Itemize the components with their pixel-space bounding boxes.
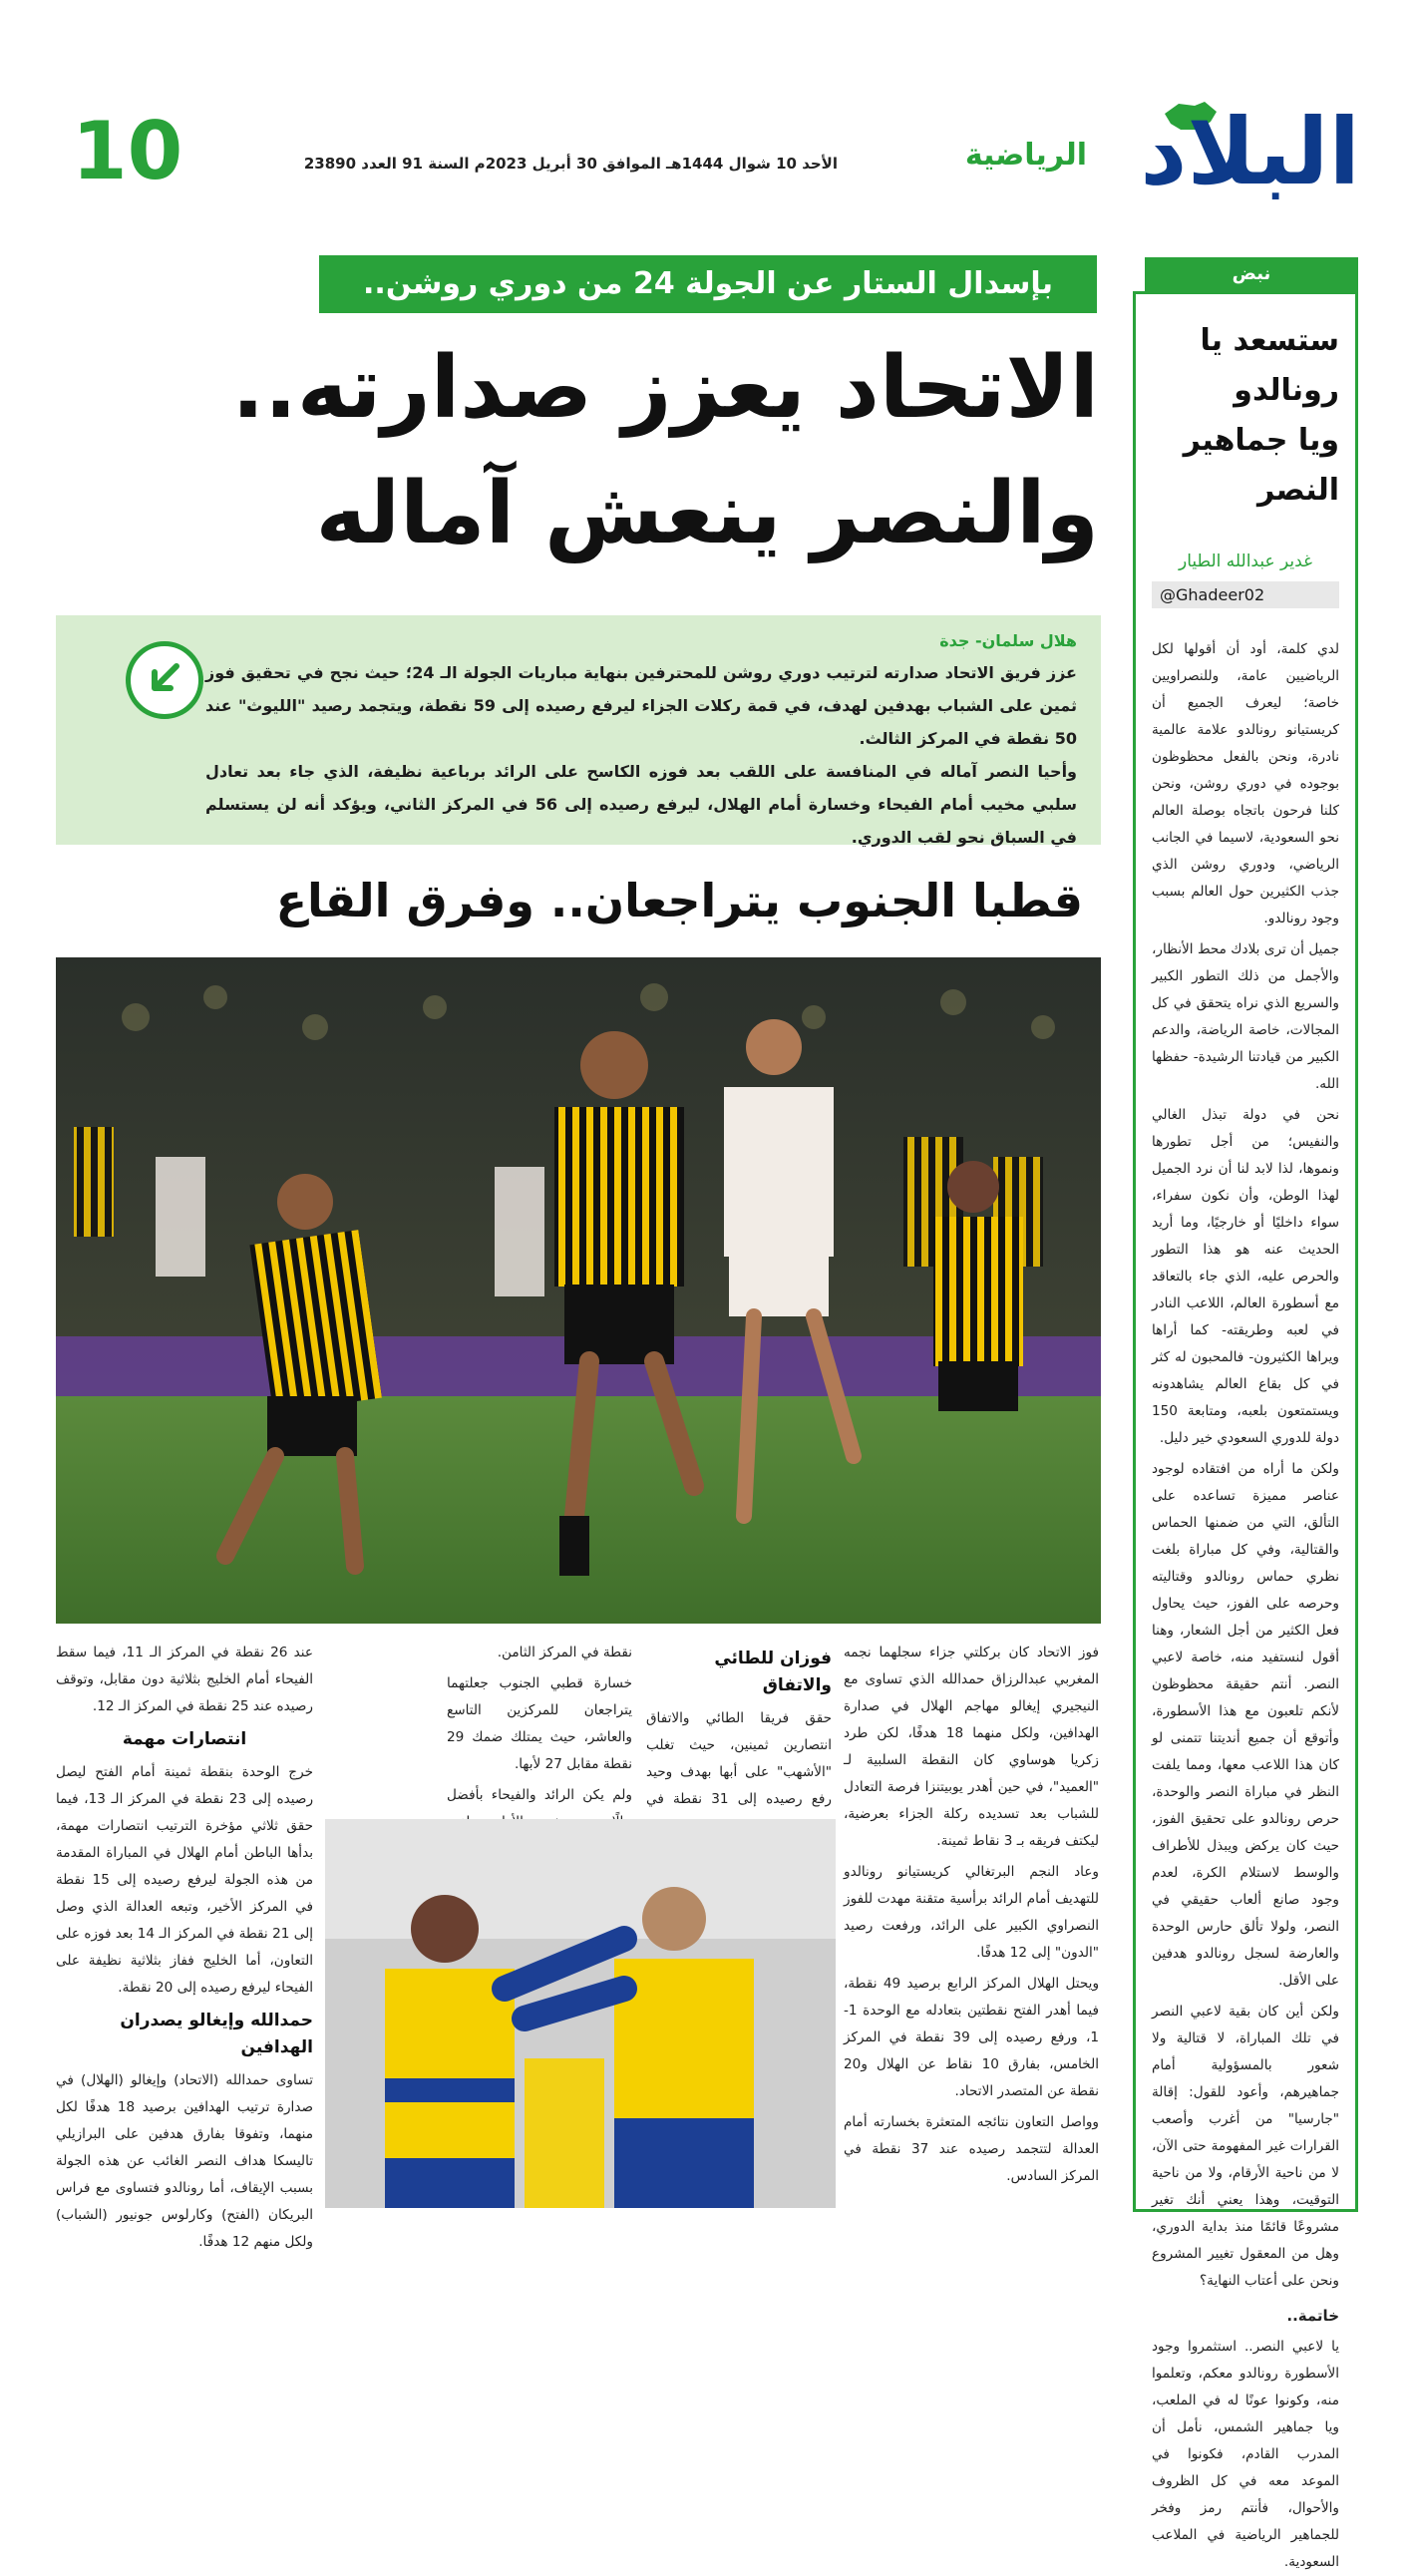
main-headline[interactable] (215, 325, 1099, 576)
article-column-1 (844, 1640, 1099, 2194)
photo-illustration (56, 957, 1101, 1624)
arrow-down-left-icon (126, 641, 203, 719)
headline-line1: الاتحاد يعزز صدارته.. (231, 338, 1099, 438)
page-number: 10 (72, 105, 183, 197)
article-paragraph: فوز الاتحاد كان بركلتي جزاء سجلهما نجمه المغربي عبدالرزاق حمدالله الذي تساوى مع النيجيري إيغالو مهاجم الهلال في صدارة الهدافين، ولكل منهما 18 هدفًا، لكن طرد زكريا هوساوي كان النقطة السلبية لـ "العميد"، في حين أهدر يوبيتنزا فرصة التعادل للشباب بعد تسديده ركلة الجزاء بعرضية، ليكتف فريقه بـ 3 نقاط ثمينة. (844, 1645, 1099, 1849)
column-paragraph: لدي كلمة، أود أن أقولها لكل الرياضيين عامة، وللنصراويين خاصة؛ ليعرف الجميع أن كريستيانو رونالدو علامة عالمية نادرة، ونحن بالفعل محظوظون بوجوده في دوري روشن، ونحن كلنا فرحون باتجاه بوصلة العالم نحو السعودية، لاسيما في الجانب الرياضي، ودوري روشن الذي جذب الكثيرين حول العالم بسبب وجود رونالدو. (1152, 641, 1339, 926)
section-heading: انتصارات مهمة (122, 1729, 247, 1749)
article-paragraph: ولم يكن الرائد والفيحاء بأفضل (447, 1787, 632, 1803)
article-column-3 (56, 1640, 313, 2260)
lead-box (56, 615, 1101, 845)
column-body (1152, 636, 1339, 2576)
column-tab: نبض (1145, 257, 1358, 291)
column-paragraph: جميل أن ترى بلادك محط الأنظار، والأجمل من ذلك التطور الكبير والسريع الذي نراه يتحقق في كل المجالات، خاصة الرياضة، والدعم الكبير من قيادتنا الرشيدة- حفظها الله. (1152, 941, 1339, 1092)
masthead (0, 0, 1416, 239)
column-author: غدير عبدالله الطيار (1179, 552, 1312, 571)
article-paragraph: ويحتل الهلال المركز الرابع برصيد 49 نقطة، فيما أهدر الفتح نقطتين بتعادله مع الوحدة 1-1، ورفع رصيده إلى 39 نقطة في المركز الخامس، بفارق 10 نقاط عن الهلال و20 نقطة عن المتصدر الاتحاد. (844, 1976, 1100, 2099)
match-photo-nassr[interactable] (325, 1819, 836, 2208)
closing-paragraph: يا لاعبي النصر.. استثمروا وجود الأسطورة رونالدو معكم، وتعلموا منه، وكونوا عونًا له في الملعب، ويا جماهير الشمس، نأمل أن المدرب القادم، فكونوا في الموعد معه في كل الظروف والأحوال، فأنتم رمز وفخر للجماهير الرياضية في الملاعب السعودية. (1152, 2339, 1339, 2570)
lead-paragraph: وأحيا النصر آماله في المنافسة على اللقب بعد فوزه الكاسح على الرائد برباعية نظيفة، الذي جاء بعد تعادل سلبي مخيب أمام الفيحاء وخسارة أمام الهلال، ليرفع رصيده إلى 56 في المركز الثاني، ويؤكد أنه لن يستسلم في السباق نحو لقب الدوري. (205, 762, 1078, 847)
headline-line2: والنصر ينعش آماله (315, 464, 1099, 563)
column-paragraph: ولكن ما أراه من افتقاده لوجود عناصر مميزة تساعده على التألق، التي من ضمنها الحماس والقتالية، وفي كل مباراة بلغت نظري حماس رونالدو وقتاليته وحرصه على الفوز، حيث يحاول فعل الكثير من أجل الشعار، وهنا أقول لنستفيد منه، خاصة لاعبي النصر. أنتم حقيقة محظوظون لأنكم تلعبون مع هذا الأسطورة، وأتوقع أن جميع أنديتنا تتمنى لو كان هذا اللاعب معها، ومما يلفت النظر في مباراة النصر والوحدة، حرص رونالدو على تحقيق الفوز، حيث كان يركض ويبذل للأطراف والوسط لاستلام الكرة، لعدم وجود صانع ألعاب حقيقي في النصر، ولولا تألق حارس الوحدة والعارضة لسجل رونالدو هدفين على الأقل. (1152, 1461, 1339, 1989)
newspaper-logo[interactable] (1101, 99, 1360, 205)
section-label: الرياضية (964, 138, 1087, 173)
opinion-column (1133, 291, 1358, 2570)
logo-wordmark: البلاد (1140, 99, 1360, 205)
article-paragraph: وواصل التعاون نتائجه المتعثرة بخسارته أمام العدالة لتتجمد رصيده عند 37 نقطة في المركز السادس. (844, 2114, 1099, 2184)
article-paragraph: عند 26 نقطة في المركز الـ 11، فيما سقط الفيحاء أمام الخليج بثلاثية دون مقابل، وتوقف رصيده عند 25 نقطة في المركز الـ 12. (56, 1645, 313, 1714)
column-title (1152, 316, 1339, 516)
kicker: بإسدال الستار عن الجولة 24 من دوري روشن.. (319, 255, 1097, 313)
author-handle[interactable]: @Ghadeer02 (1152, 581, 1339, 608)
column-paragraph: نحن في دولة تبذل الغالي والنفيس؛ من أجل تطورها ونموها، لذا لابد لنا أن نرد الجميل لهذا الوطن، وأن نكون سفراء، سواء داخليًا أو خارجيًا، وما أريد الحديث عنه هو هذا التطور والحرص عليه، الذي جاء بالتعاقد مع أسطورة العالم، اللاعب النادر في لعبه وطريقته- كما أراها ويراها الكثيرون- فالمحبون له كثر في كل بقاع العالم يشاهدونه ويستمتعون بلعبه، ومتابعة 150 دولة للدوري السعودي خير دليل. (1152, 1107, 1339, 1446)
closing-heading: خاتمة.. (1286, 2307, 1339, 2325)
subheadline: قطبا الجنوب يتراجعان.. وفرق القاع (275, 874, 1083, 927)
match-photo-ittihad[interactable] (56, 957, 1101, 1624)
section-heading: حمدالله وإيغالو يصدران الهدافين (120, 2011, 313, 2057)
article-paragraph: خرج الوحدة بنقطة ثمينة أمام الفتح ليصل رصيده إلى 23 نقطة في المركز الـ 13، فيما حقق ثلاثي مؤخرة الترتيب انتصارات مهمة، بدأها الباطن أمام الهلال في المباراة المقدمة من هذه الجولة ليرفع رصيده إلى 15 نقطة في المركز الأخير، وتبعه العدالة الذي وصل إلى 21 نقطة في المركز الـ 14 بعد فوزه على التعاون، أما الخليج ففاز بثلاثية نظيفة على الفيحاء ليرفع رصيده إلى 20 نقطة. (56, 1764, 314, 1996)
column-title-line1: ستسعد يا رونالدو (1200, 323, 1339, 408)
section-heading: فوزان للطائي والاتفاق (714, 1649, 832, 1695)
article-paragraph: تساوى حمدالله (الاتحاد) وإيغالو (الهلال) في صدارة ترتيب الهدافين برصيد 18 هدفًا لكل منهما، وتفوقا بفارق هدفين على البرازيلي تاليسكا هداف النصر الغائب عن هذه الجولة بسبب الإيقاف، أما رونالدو فتساوى مع فراس البريكان (الفتح) وكارلوس جونيور (الشباب) ولكل منهم 12 هدفًا. (56, 2072, 314, 2250)
dateline: الأحد 10 شوال 1444هـ الموافق 30 أبريل 2023م السنة 91 العدد 23890 (303, 155, 838, 173)
photo-illustration (325, 1819, 836, 2208)
column-paragraph: ولكن أين كان بقية لاعبي النصر في تلك المباراة، لا قتالية ولا شعور بالمسؤولية أمام جماهيرهم، وأعود للقول: إقالة "جارسيا" من أغرب وأصعب القرارات غير المفهومة حتى الآن، لا من ناحية الأرقام، ولا من ناحية التوقيت، وهذا يعني أنك تغير مشروعًا قائمًا منذ بداية الدوري، وهل من المعقول تغيير المشروع ونحن على أعتاب النهاية؟ (1152, 2004, 1339, 2289)
article-paragraph: وعاد النجم البرتغالي كريستيانو رونالدو للتهديف أمام الرائد برأسية متقنة مهدت للفوز النصراوي الكبير على الرائد، ورفعت رصيد "الدون" إلى 12 هدفًا. (844, 1864, 1099, 1961)
article-paragraph: حقق فريقا الطائي والاتفاق انتصارين ثمينين، حيث تغلب "الأشهب" على أبها بهدف وحيد رفع رصيده إلى 31 نقطة في (646, 1710, 832, 1807)
lead-byline: هلال سلمان- جدة (939, 631, 1077, 650)
lead-paragraph: عزز فريق الاتحاد صدارته لترتيب دوري روشن للمحترفين بنهاية مباريات الجولة الـ 24؛ حيث نجح في تحقيق فوز ثمين على الشباب بهدفين لهدف، في قمة ركلات الجزاء ليرفع رصيده إلى 59 نقطة، ويتجمد رصيد "الليوث" عند 50 نقطة في المركز الثالث. (205, 663, 1077, 748)
article-paragraph: نقطة في المركز الثامن. (497, 1645, 632, 1660)
article-paragraph: خسارة قطبي الجنوب جعلتهما يتراجعان للمركزين التاسع والعاشر، حيث يمتلك ضمك 29 نقطة مقابل 27 لأبها. (447, 1675, 632, 1772)
column-title-line2: ويا جماهير النصر (1183, 423, 1339, 508)
